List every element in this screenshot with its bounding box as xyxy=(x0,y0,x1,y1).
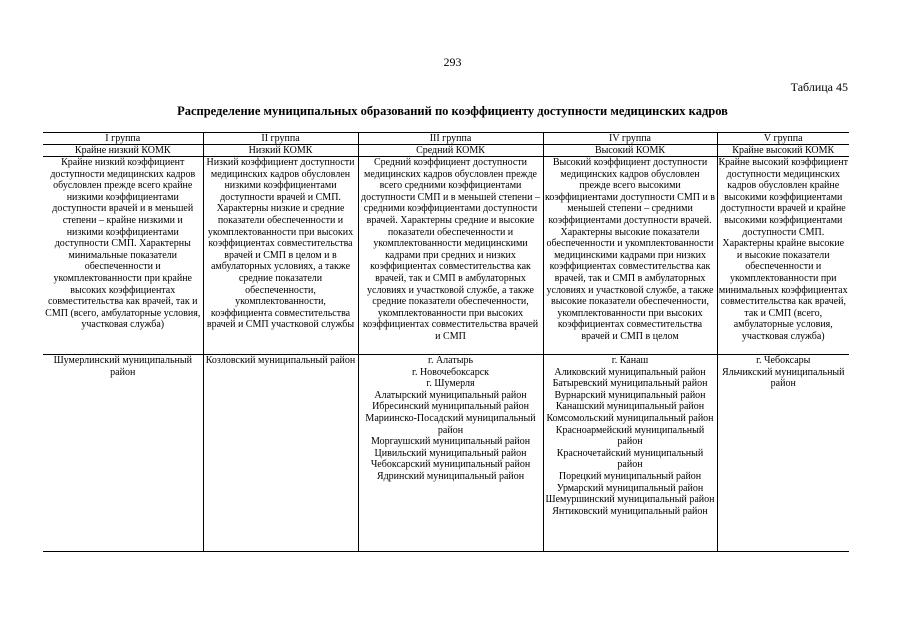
level-header-3: Средний КОМК xyxy=(358,145,543,157)
group-header-3: III группа xyxy=(358,133,543,145)
areas-cell-2 xyxy=(203,355,358,552)
description-cell-4 xyxy=(543,157,717,355)
area-item: Красноармейский муниципальный район xyxy=(555,424,705,448)
area-item: г. Канаш xyxy=(611,355,649,366)
area-item: Батыревский муниципальный район xyxy=(552,378,708,390)
area-item: Комсомольский муниципальный район xyxy=(546,412,714,424)
group-header-4: IV группа xyxy=(543,133,717,145)
areas-cell-5 xyxy=(717,355,849,552)
area-item: Шумерлинский муниципальный район xyxy=(53,355,192,378)
group-header-1: I группа xyxy=(43,133,203,145)
area-item: Шемуршинский муниципальный район xyxy=(545,494,715,506)
area-item: Чебоксарский муниципальный район xyxy=(370,459,531,471)
table-title: Распределение муниципальных образований по коэффициенту доступности медицинских кадров xyxy=(177,104,728,118)
group-header-row xyxy=(43,133,849,145)
area-item: Алатырский муниципальный район xyxy=(374,389,527,401)
level-header-5: Крайне высокий КОМК xyxy=(717,145,849,157)
description-text: Низкий коэффициент доступности медицинских кадров обусловлен низкими коэффициентами доступности врачей и СМП. Характерны низкие и средние показатели обеспеченности и укомплектованности при высоких коэффициентах совместительства врачей и СМП в целом и в амбулаторных условиях, а также средние показатели обеспеченности, укомплектованности, коэффициента совместительства врачей и СМП участковой службы xyxy=(206,157,355,331)
area-item: г. Алатырь xyxy=(427,355,473,366)
area-item: Моргаушский муниципальный район xyxy=(370,436,531,448)
area-item: Порецкий муниципальный район xyxy=(558,470,702,482)
area-item: Мариинско-Посадский муниципальный район xyxy=(365,412,536,436)
area-item: г. Новочебоксарск xyxy=(411,366,490,378)
description-text: Высокий коэффициент доступности медицинских кадров обусловлен прежде всего высокими коэффициентами доступности СМП и в меньшей степени – средними коэффициентами доступности врачей. Характерны высокие показатели обеспеченности и укомплектованности медицинскими кадрами при низких коэффициентах совместительства как врачей, так и СМП в амбулаторных условиях и участковой службе, а также высокие показатели обеспеченности, укомплектованности при высоких коэффициентах совместительства врачей и СМП в целом xyxy=(544,157,716,342)
description-cell-3 xyxy=(358,157,543,355)
area-item: Красночетайский муниципальный район xyxy=(556,447,704,471)
area-item: Аликовский муниципальный район xyxy=(554,366,706,378)
area-item: г. Чебоксары xyxy=(756,355,811,366)
areas-cell-4 xyxy=(543,355,717,552)
group-header-2: II группа xyxy=(203,133,358,145)
page-number: 293 xyxy=(443,55,462,69)
area-item: Канашский муниципальный район xyxy=(555,401,705,413)
area-item: Ядринский муниципальный район xyxy=(376,470,525,482)
areas-cell-1 xyxy=(43,355,203,552)
area-item: Яльчикский муниципальный район xyxy=(721,366,845,390)
area-item: Вурнарский муниципальный район xyxy=(554,389,706,401)
area-item: Ибресинский муниципальный район xyxy=(372,401,529,413)
area-item: г. Шумерля xyxy=(426,378,475,390)
area-item: Янтиковский муниципальный район xyxy=(552,505,708,517)
area-item: Урмарский муниципальный район xyxy=(556,482,704,494)
level-header-1: Крайне низкий КОМК xyxy=(43,145,203,157)
level-header-row xyxy=(43,145,849,157)
level-header-2: Низкий КОМК xyxy=(203,145,358,157)
area-item: Цивильский муниципальный район xyxy=(374,447,527,459)
description-cell-2 xyxy=(203,157,358,355)
group-header-5: V группа xyxy=(717,133,849,145)
description-cell-1 xyxy=(43,157,203,355)
table-label: Таблица 45 xyxy=(790,80,848,94)
areas-row xyxy=(43,355,849,552)
area-item: Козловский муниципальный район xyxy=(205,355,356,366)
description-cell-5 xyxy=(717,157,849,355)
areas-cell-3 xyxy=(358,355,543,552)
description-text: Средний коэффициент доступности медицинских кадров обусловлен прежде всего средними коэффициентами доступности СМП и в меньшей степени – средними коэффициентами доступности врачей. Характерны средние и высокие показатели обеспеченности и укомплектованности медицинскими кадрами при средних и низких коэффициентах совместительства как врачей, так и СМП в амбулаторных условиях и участковой службе, а также средние показатели обеспеченности, укомплектованности при высоких коэффициентах совместительства врачей и СМП xyxy=(361,157,540,342)
description-row xyxy=(43,157,849,355)
distribution-table xyxy=(43,132,849,552)
description-text: Крайне низкий коэффициент доступности медицинских кадров обусловлен прежде всего крайне низкими коэффициентами доступности врачей и в меньшей степени – крайне низкими и низкими коэффициентами доступности СМП. Характерны минимальные показатели обеспеченности и укомплектованности при крайне высоких коэффициентах совместительства как врачей, так и СМП (всего, амбулаторные условия, участковая служба) xyxy=(45,157,201,331)
level-header-4: Высокий КОМК xyxy=(543,145,717,157)
description-text: Крайне высокий коэффициент доступности медицинских кадров обусловлен крайне высокими коэффициентами доступности врачей и крайне высокими коэффициентами доступности СМП. Характерны крайне высокие и высокие показатели обеспеченности и укомплектованности при минимальных коэффициентах совместительства как врачей, так и СМП (всего, амбулаторные условия, участковая служба) xyxy=(718,157,849,342)
